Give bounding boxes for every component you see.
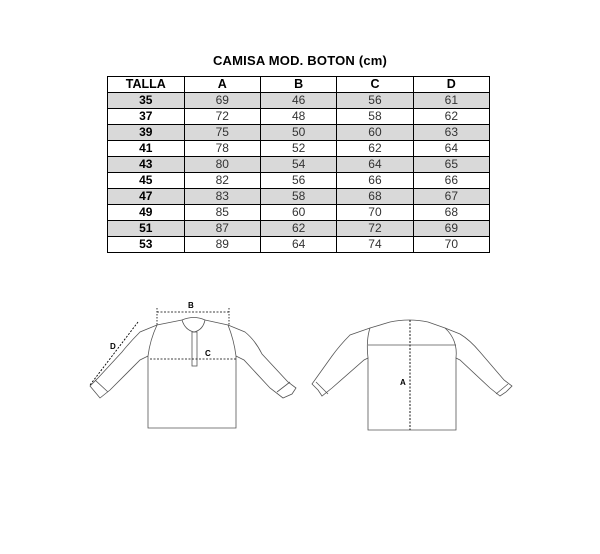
measure-cell: 62 [337, 141, 413, 157]
measure-cell: 54 [260, 157, 336, 173]
table-row [108, 237, 490, 253]
table-row [108, 205, 490, 221]
chart-title: CAMISA MOD. BOTON (cm) [212, 53, 388, 68]
measure-cell: 82 [184, 173, 260, 189]
size-cell: 43 [108, 157, 185, 173]
table-row [108, 157, 490, 173]
measure-cell: 70 [413, 237, 489, 253]
measure-cell: 87 [184, 221, 260, 237]
measurement-d [90, 322, 138, 385]
measure-cell: 63 [413, 125, 489, 141]
table-row [108, 125, 490, 141]
measure-cell: 89 [184, 237, 260, 253]
measure-cell: 85 [184, 205, 260, 221]
header-talla: TALLA [108, 77, 185, 93]
measure-cell: 50 [260, 125, 336, 141]
measure-cell: 58 [260, 189, 336, 205]
measure-cell: 83 [184, 189, 260, 205]
measure-cell: 60 [260, 205, 336, 221]
header-b: B [260, 77, 336, 93]
measurement-c [150, 349, 236, 359]
size-cell: 41 [108, 141, 185, 157]
measure-cell: 66 [413, 173, 489, 189]
measure-cell: 80 [184, 157, 260, 173]
shirt-diagram [0, 290, 600, 440]
size-table [107, 76, 490, 253]
label-d: D [110, 342, 116, 351]
table-row [108, 173, 490, 189]
label-b: B [188, 301, 194, 310]
measure-cell: 61 [413, 93, 489, 109]
measure-cell: 65 [413, 157, 489, 173]
table-row [108, 109, 490, 125]
measure-cell: 64 [260, 237, 336, 253]
table-body [108, 93, 490, 253]
measurement-a [400, 320, 410, 430]
measure-cell: 60 [337, 125, 413, 141]
measure-cell: 67 [413, 189, 489, 205]
table-row [108, 93, 490, 109]
table-row [108, 221, 490, 237]
measure-cell: 68 [337, 189, 413, 205]
measure-cell: 46 [260, 93, 336, 109]
measure-cell: 75 [184, 125, 260, 141]
size-cell: 45 [108, 173, 185, 189]
measure-cell: 52 [260, 141, 336, 157]
measure-cell: 72 [184, 109, 260, 125]
shirt-front-drawing [90, 318, 296, 429]
header-c: C [337, 77, 413, 93]
table-row [108, 141, 490, 157]
shirt-back-drawing [312, 320, 512, 430]
header-a: A [184, 77, 260, 93]
measure-cell: 64 [337, 157, 413, 173]
measure-cell: 68 [413, 205, 489, 221]
label-a: A [400, 378, 406, 387]
header-d: D [413, 77, 489, 93]
measure-cell: 70 [337, 205, 413, 221]
measure-cell: 62 [413, 109, 489, 125]
measure-cell: 74 [337, 237, 413, 253]
table-header-row [108, 77, 490, 93]
size-cell: 37 [108, 109, 185, 125]
size-cell: 53 [108, 237, 185, 253]
measure-cell: 78 [184, 141, 260, 157]
size-cell: 51 [108, 221, 185, 237]
measure-cell: 69 [184, 93, 260, 109]
label-c: C [205, 349, 211, 358]
size-cell: 47 [108, 189, 185, 205]
measure-cell: 48 [260, 109, 336, 125]
table-row [108, 189, 490, 205]
measure-cell: 56 [337, 93, 413, 109]
measure-cell: 64 [413, 141, 489, 157]
size-cell: 39 [108, 125, 185, 141]
measure-cell: 66 [337, 173, 413, 189]
measure-cell: 58 [337, 109, 413, 125]
measurement-b [157, 301, 229, 325]
size-cell: 35 [108, 93, 185, 109]
measure-cell: 69 [413, 221, 489, 237]
size-cell: 49 [108, 205, 185, 221]
measure-cell: 56 [260, 173, 336, 189]
measure-cell: 72 [337, 221, 413, 237]
measure-cell: 62 [260, 221, 336, 237]
